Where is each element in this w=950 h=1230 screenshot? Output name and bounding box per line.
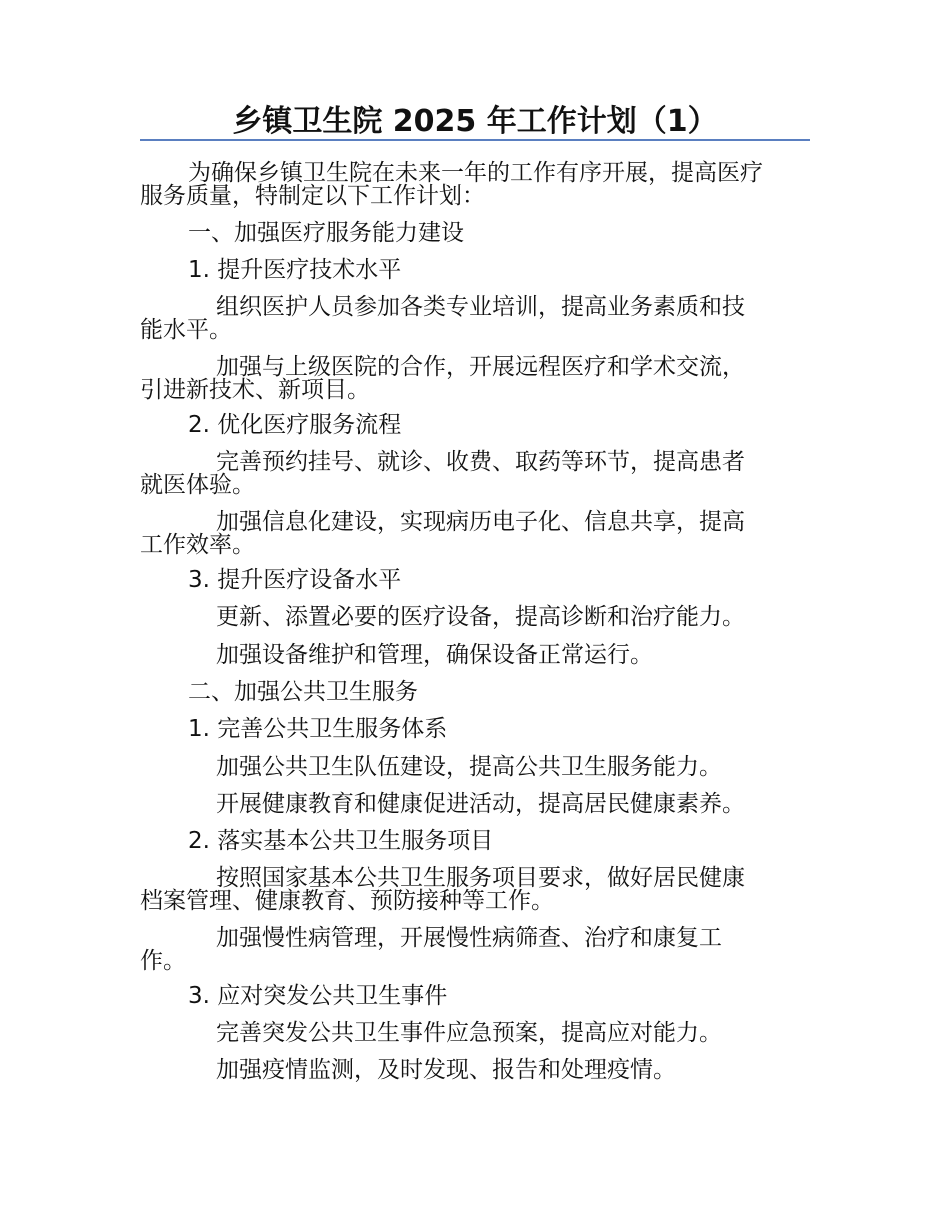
paragraph-line: 档案管理、健康教育、预防接种等工作。 (140, 888, 554, 914)
paragraph-line: 工作效率。 (140, 532, 255, 558)
paragraph-line: 能水平。 (140, 317, 232, 343)
document-title: 乡镇卫生院 2025 年工作计划（1） (232, 104, 718, 139)
subsection-heading-2-1: 1. 完善公共卫生服务体系 (188, 716, 448, 742)
paragraph-line: 作。 (140, 948, 186, 974)
subsection-heading-2-2: 2. 落实基本公共卫生服务项目 (188, 828, 494, 854)
paragraph-line: 加强疫情监测，及时发现、报告和处理疫情。 (216, 1057, 676, 1083)
paragraph-line: 加强公共卫生队伍建设，提高公共卫生服务能力。 (216, 754, 722, 780)
subsection-heading-1-2: 2. 优化医疗服务流程 (188, 412, 402, 438)
paragraph-line: 组织医护人员参加各类专业培训，提高业务素质和技 (216, 294, 745, 320)
paragraph-line: 就医体验。 (140, 472, 255, 498)
paragraph-line: 更新、添置必要的医疗设备，提高诊断和治疗能力。 (216, 604, 745, 630)
title-underline (140, 139, 810, 141)
subsection-heading-1-3: 3. 提升医疗设备水平 (188, 567, 402, 593)
section-heading-2: 二、加强公共卫生服务 (188, 679, 418, 705)
section-heading-1: 一、加强医疗服务能力建设 (188, 220, 464, 246)
paragraph-line: 按照国家基本公共卫生服务项目要求，做好居民健康 (216, 865, 745, 891)
paragraph-line: 完善预约挂号、就诊、收费、取药等环节，提高患者 (216, 449, 745, 475)
paragraph-line: 开展健康教育和健康促进活动，提高居民健康素养。 (216, 791, 745, 817)
paragraph-line: 加强信息化建设，实现病历电子化、信息共享，提高 (216, 509, 745, 535)
paragraph-line: 加强设备维护和管理，确保设备正常运行。 (216, 642, 653, 668)
intro-line-1: 为确保乡镇卫生院在未来一年的工作有序开展，提高医疗 (188, 160, 763, 186)
subsection-heading-1-1: 1. 提升医疗技术水平 (188, 257, 402, 283)
subsection-heading-2-3: 3. 应对突发公共卫生事件 (188, 983, 448, 1009)
intro-line-2: 服务质量，特制定以下工作计划： (140, 183, 485, 209)
paragraph-line: 加强慢性病管理，开展慢性病筛查、治疗和康复工 (216, 925, 722, 951)
paragraph-line: 引进新技术、新项目。 (140, 377, 370, 403)
paragraph-line: 完善突发公共卫生事件应急预案，提高应对能力。 (216, 1020, 722, 1046)
paragraph-line: 加强与上级医院的合作，开展远程医疗和学术交流， (216, 354, 745, 380)
